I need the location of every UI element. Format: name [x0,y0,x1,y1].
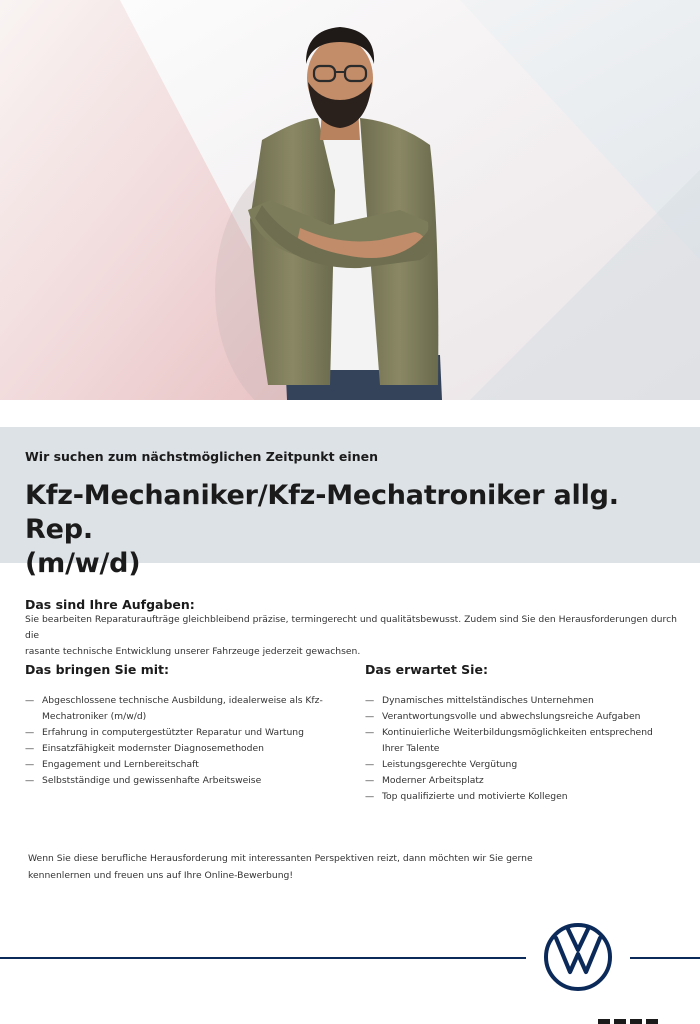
job-title-line-2: (m/w/d) [25,548,141,579]
closing-line-1: Wenn Sie diese berufliche Herausforderung mit interessanten Perspektiven reizt, dann möchten wir Sie gerne [28,853,533,864]
list-item: Mechatroniker (m/w/d) [42,711,147,722]
dash-bullet: — [25,695,35,706]
dash-bullet: — [25,743,35,754]
job-title [25,479,685,581]
dash-bullet: — [365,727,375,738]
list-item: — Einsatzfähigkeit modernster Diagnosemethoden [25,741,335,757]
brand-mark-cropped [598,1018,668,1024]
requirements-heading: Das bringen Sie mit: [25,662,169,677]
vw-logo-icon [543,922,613,992]
dash-bullet: — [25,727,35,738]
dash-bullet: — [365,695,375,706]
dash-bullet: — [25,759,35,770]
list-item: — Engagement und Lernbereitschaft [25,757,335,773]
headline-band [0,427,700,579]
tasks-text [25,612,685,660]
list-item: — Kontinuierliche Weiterbildungsmöglichkeiten entsprechend [365,725,685,741]
list-item: — Erfahrung in computergestützter Reparatur und Wartung [25,725,335,741]
offers-heading: Das erwartet Sie: [365,662,488,677]
hero-photo [0,0,700,400]
man-portrait-photo [0,0,700,400]
job-title-line-1: Kfz-Mechaniker/Kfz-Mechatroniker allg. Rep. [25,480,619,545]
footer-divider-right [630,957,700,959]
list-item: — Moderner Arbeitsplatz [365,773,685,789]
list-item: Ihrer Talente [382,743,440,754]
footer-divider-left [0,957,526,959]
offers-list [365,693,685,805]
list-item: — Selbstständige und gewissenhafte Arbeitsweise [25,773,335,789]
tasks-text-line-2: rasante technische Entwicklung unserer Fahrzeuge jederzeit gewachsen. [25,646,361,657]
list-item: — Verantwortungsvolle und abwechslungsreiche Aufgaben [365,709,685,725]
tasks-heading: Das sind Ihre Aufgaben: [25,597,195,612]
tasks-text-line-1: Sie bearbeiten Reparaturaufträge gleichbleibend präzise, termingerecht und qualitätsbewusst. Zudem sind Sie den Herausforderungen durch die [25,614,677,641]
dash-bullet: — [25,775,35,786]
list-item: — Abgeschlossene technische Ausbildung, idealerweise als Kfz- [25,693,335,709]
intro-text: Wir suchen zum nächstmöglichen Zeitpunkt einen [25,449,378,464]
closing-text [28,850,548,884]
list-item: — Dynamisches mittelständisches Unternehmen [365,693,685,709]
requirements-list [25,693,335,789]
dash-bullet: — [365,775,375,786]
list-item: — Top qualifizierte und motivierte Kollegen [365,789,685,805]
list-item: — Leistungsgerechte Vergütung [365,757,685,773]
dash-bullet: — [365,759,375,770]
closing-line-2: kennenlernen und freuen uns auf Ihre Online-Bewerbung! [28,870,294,881]
dash-bullet: — [365,711,375,722]
dash-bullet: — [365,791,375,802]
